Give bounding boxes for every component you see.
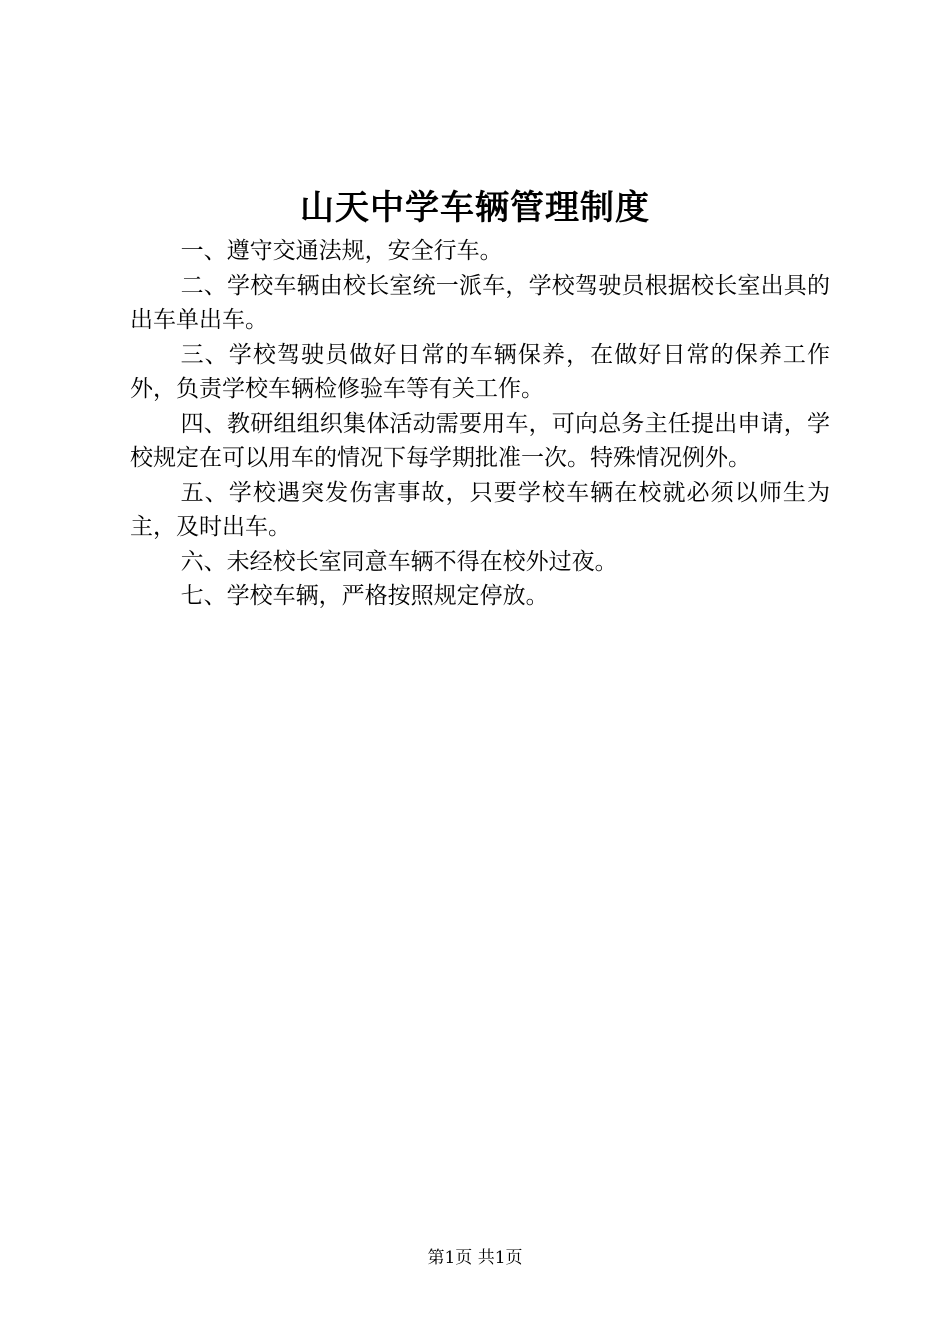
rule-paragraph-1: 一、遵守交通法规，安全行车。 (180, 238, 503, 264)
rule-paragraph-2: 二、学校车辆由校长室统一派车，学校驾驶员根据校长室出具的出车单出车。 (130, 272, 830, 333)
document-title: 山天中学车辆管理制度 (300, 188, 650, 228)
rule-paragraph-3: 三、学校驾驶员做好日常的车辆保养，在做好日常的保养工作外，负责学校车辆检修验车等有关工作。 (130, 341, 830, 402)
document-body (130, 234, 830, 614)
page-number-footer: 第1页 共1页 (427, 1248, 523, 1268)
rule-paragraph-5: 五、学校遇突发伤害事故，只要学校车辆在校就必须以师生为主，及时出车。 (130, 479, 830, 540)
rule-paragraph-7: 七、学校车辆，严格按照规定停放。 (180, 583, 549, 609)
rule-paragraph-4: 四、教研组组织集体活动需要用车，可向总务主任提出申请，学校规定在可以用车的情况下每学期批准一次。特殊情况例外。 (130, 410, 830, 471)
rule-paragraph-6: 六、未经校长室同意车辆不得在校外过夜。 (180, 548, 618, 575)
